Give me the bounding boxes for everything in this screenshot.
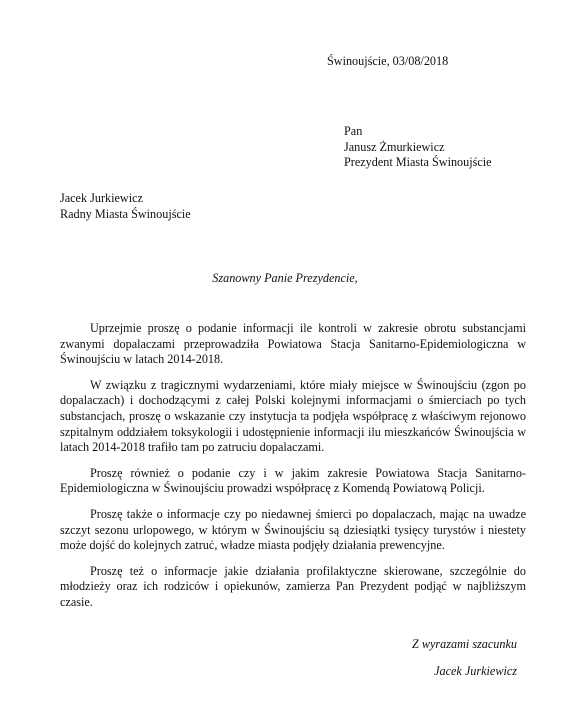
letter-body	[60, 321, 526, 621]
recipient-title: Pan	[344, 124, 363, 138]
paragraph-3: Proszę również o podanie czy i w jakim zakresie Powiatowa Stacja Sanitarno-Epidemiologiczna w Świnoujściu prowadzi współpracę z Komendą Powiatową Policji.	[60, 465, 526, 496]
sender-block	[60, 191, 191, 222]
salutation: Szanowny Panie Prezydencie,	[212, 271, 358, 285]
closing-block	[412, 631, 517, 685]
paragraph-4: Proszę także o informacje czy po niedawnej śmierci po dopalaczach, mając na uwadze szczyt sezonu urlopowego, w którym w Świnoujściu są dziesiątki tysięcy turystów i niestety może dojść do kolejnych zatruć, władze miasta podjęły działania prewencyjne.	[60, 506, 526, 553]
letter-date: Świnoujście, 03/08/2018	[327, 54, 449, 68]
paragraph-5: Proszę też o informacje jakie działania profilaktyczne skierowane, szczególnie do młodzieży oraz ich rodziców i opiekunów, zamierza Pan Prezydent podjąć w najbliższym czasie.	[60, 563, 526, 609]
closing-phrase: Z wyrazami szacunku	[412, 637, 517, 651]
recipient-position: Prezydent Miasta Świnoujście	[344, 155, 492, 170]
sender-position: Radny Miasta Świnoujście	[60, 206, 191, 221]
recipient-block	[344, 124, 492, 171]
paragraph-2: W związku z tragicznymi wydarzeniami, które miały miejsce w Świnoujściu (zgon po dopalaczach) i dochodzącymi z całej Polski kolejnymi informacjami o śmierciach po tych substancjach, proszę o wskazanie czy instytucja ta podjęła współpracę z właściwym rejonowo szpitalnym oddziałem toksykologii i udostępnienie informacji ilu mieszkańców Świnoujścia w latach 2014-2018 trafiło tam po zatruciu dopalaczami.	[60, 377, 526, 455]
sender-name: Jacek Jurkiewicz	[60, 191, 143, 205]
signature-name: Jacek Jurkiewicz	[434, 664, 517, 678]
recipient-name: Janusz Żmurkiewicz	[344, 139, 445, 154]
paragraph-1: Uprzejmie proszę o podanie informacji ile kontroli w zakresie obrotu substancjami zwanymi dopalaczami przeprowadziła Powiatowa Stacja Sanitarno-Epidemiologiczna w Świnoujściu w latach 2014-2018.	[60, 321, 526, 367]
